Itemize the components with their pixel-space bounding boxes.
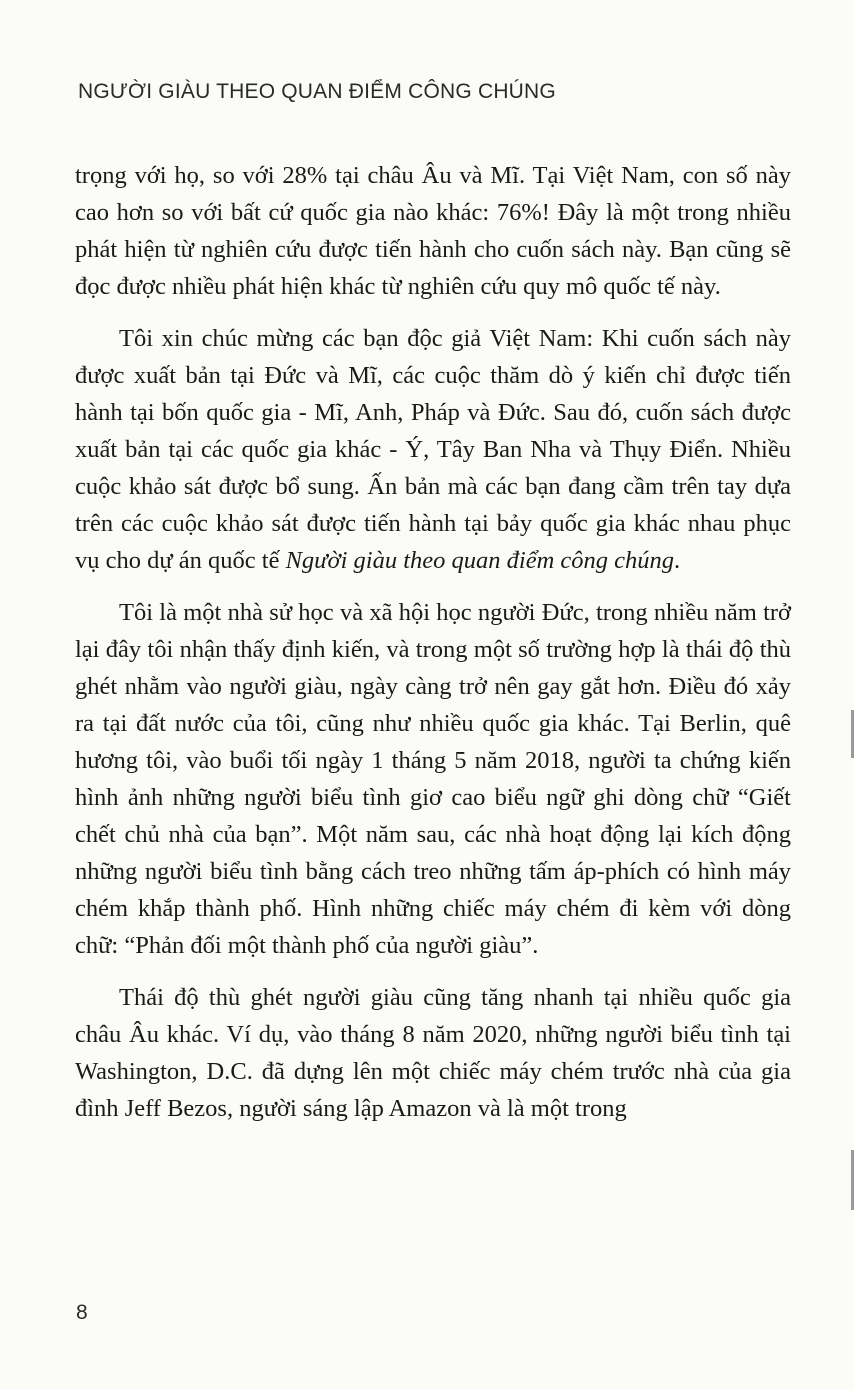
- paragraph-4: Thái độ thù ghét người giàu cũng tăng nhanh tại nhiều quốc gia châu Âu khác. Ví dụ, vào tháng 8 năm 2020, những người biểu tình tại Washington, D.C. đã dựng lên một chiếc máy chém trước nhà của gia đình Jeff Bezos, người sáng lập Amazon và là một trong: [75, 984, 791, 1122]
- paragraph-2: [75, 320, 791, 579]
- paragraph-1: trọng với họ, so với 28% tại châu Âu và Mĩ. Tại Việt Nam, con số này cao hơn so với bất cứ quốc gia nào khác: 76%! Đây là một trong nhiều phát hiện từ nghiên cứu được tiến hành cho cuốn sách này. Bạn cũng sẽ đọc được nhiều phát hiện khác từ nghiên cứu quy mô quốc tế này.: [75, 162, 791, 300]
- running-header: NGƯỜI GIÀU THEO QUAN ĐIỂM CÔNG CHÚNG: [78, 80, 556, 103]
- page-number: 8: [76, 1301, 88, 1324]
- paragraph-2-end: .: [674, 547, 681, 574]
- body-text: [75, 157, 791, 1142]
- book-title-italic: Người giàu theo quan điểm công chúng: [285, 547, 675, 574]
- paragraph-2-text: Tôi xin chúc mừng các bạn độc giả Việt Nam: Khi cuốn sách này được xuất bản tại Đức và Mĩ, các cuộc thăm dò ý kiến chỉ được tiến hành tại bốn quốc gia - Mĩ, Anh, Pháp và Đức. Sau đó, cuốn sách được xuất bản tại các quốc gia khác - Ý, Tây Ban Nha và Thụy Điển. Nhiều cuộc khảo sát được bổ sung. Ấn bản mà các bạn đang cầm trên tay dựa trên các cuộc khảo sát được tiến hành tại bảy quốc gia khác nhau phục vụ cho dự án quốc tế: [75, 325, 791, 574]
- paragraph-3: Tôi là một nhà sử học và xã hội học người Đức, trong nhiều năm trở lại đây tôi nhận thấy định kiến, và trong một số trường hợp là thái độ thù ghét nhằm vào người giàu, ngày càng trở nên gay gắt hơn. Điều đó xảy ra tại đất nước của tôi, cũng như nhiều quốc gia khác. Tại Berlin, quê hương tôi, vào buổi tối ngày 1 tháng 5 năm 2018, người ta chứng kiến hình ảnh những người biểu tình giơ cao biểu ngữ ghi dòng chữ “Giết chết chủ nhà của bạn”. Một năm sau, các nhà hoạt động lại kích động những người biểu tình bằng cách treo những tấm áp-phích có hình máy chém khắp thành phố. Hình những chiếc máy chém đi kèm với dòng chữ: “Phản đối một thành phố của người giàu”.: [75, 599, 791, 959]
